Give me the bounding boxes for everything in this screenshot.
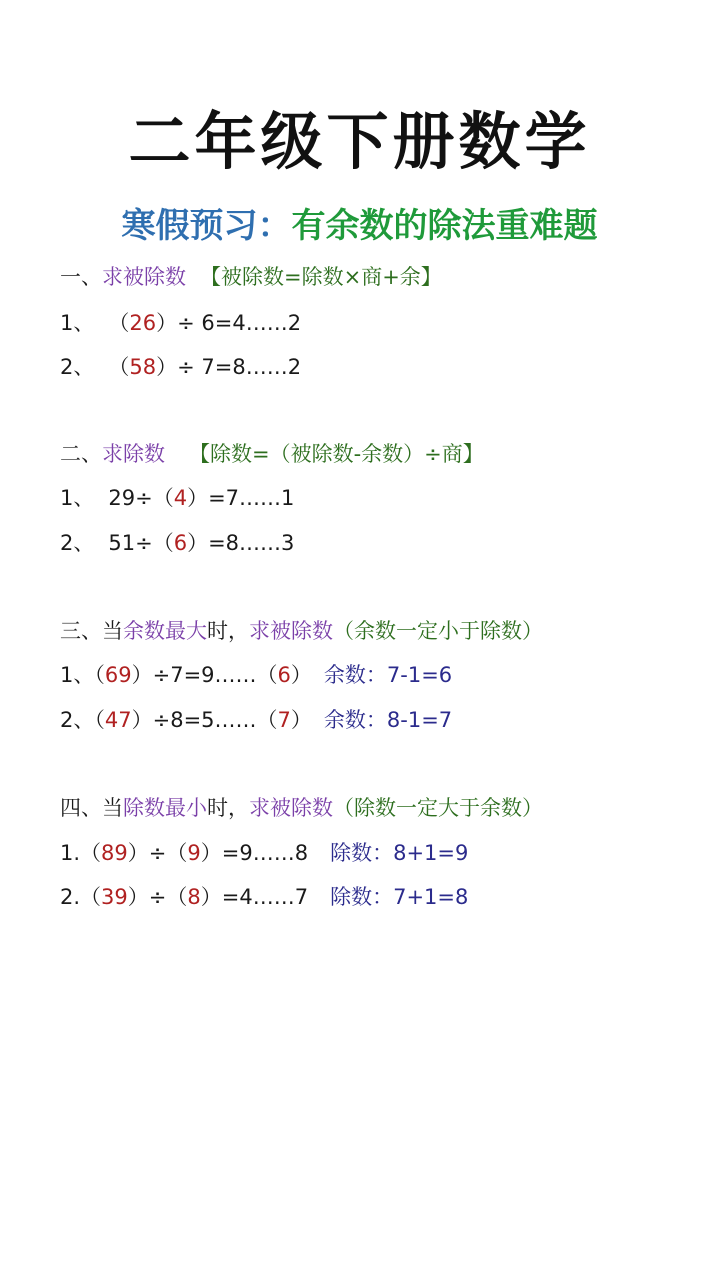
problem-rest: ）=4……7	[200, 885, 309, 909]
problem-row	[60, 352, 301, 382]
problem-mid: ）÷8=5……（	[131, 708, 278, 732]
problem-pre: 29÷（	[108, 486, 174, 510]
section-note: （除数一定大于余数）	[333, 796, 543, 820]
problem-open: （	[108, 355, 130, 379]
problem-answer-2: 7	[277, 708, 291, 732]
problem-open: （	[94, 663, 105, 687]
problem-close: ）	[290, 708, 312, 732]
problem-answer: 6	[173, 531, 188, 555]
section-formula: 【除数=（被除数-余数）÷商】	[189, 442, 484, 466]
problem-answer: 89	[101, 841, 128, 865]
section-number: 一、	[60, 265, 102, 289]
problem-row	[60, 308, 301, 338]
section-formula: 【被除数=除数×商+余】	[200, 265, 442, 289]
problem-pre: 51÷（	[108, 531, 174, 555]
section-label: 求被除数	[249, 619, 333, 643]
problem-number: 2、	[60, 708, 95, 732]
problem-mid: ）÷（	[127, 885, 188, 909]
section-label: 求被除数	[102, 265, 186, 289]
problem-hint: 余数：7-1=6	[323, 663, 453, 687]
page-title: 二年级下册数学	[128, 105, 591, 178]
problem-number: 1、	[60, 663, 95, 687]
problem-hint: 除数：7+1=8	[330, 885, 469, 909]
section-condition: 余数最大	[123, 619, 207, 643]
section-3-heading	[60, 616, 543, 646]
problem-open: （	[108, 311, 130, 335]
problem-answer: 47	[104, 708, 132, 732]
problem-close: ）	[290, 663, 312, 687]
page-subtitle	[0, 198, 719, 247]
problem-rest: ）=9……8	[200, 841, 309, 865]
section-2-heading	[60, 439, 484, 469]
section-condition: 除数最小	[123, 796, 207, 820]
section-label: 求除数	[102, 442, 165, 466]
problem-row	[60, 660, 452, 690]
problem-number: 1、	[60, 311, 95, 335]
problem-hint: 除数：8+1=9	[330, 841, 469, 865]
problem-rest: ）=7……1	[187, 486, 295, 510]
problem-open: （	[80, 885, 102, 909]
section-number: 二、	[60, 442, 102, 466]
section-number: 三、当	[60, 619, 123, 643]
problem-rest: ）÷ 7=8……2	[156, 355, 302, 379]
problem-hint: 余数：8-1=7	[323, 708, 453, 732]
problem-answer-2: 9	[187, 841, 201, 865]
problem-answer-2: 8	[187, 885, 201, 909]
section-mid: 时，	[207, 619, 249, 643]
problem-answer: 26	[129, 311, 157, 335]
section-1-heading	[60, 262, 442, 292]
problem-answer: 4	[173, 486, 188, 510]
problem-answer: 39	[101, 885, 128, 909]
problem-row	[60, 528, 294, 558]
problem-mid: ）÷7=9……（	[131, 663, 278, 687]
subtitle-topic: 有余数的除法重难题	[291, 206, 598, 246]
problem-row	[60, 705, 452, 735]
problem-open: （	[80, 841, 102, 865]
problem-number: 2.	[60, 885, 81, 909]
section-4-heading	[60, 793, 543, 823]
problem-answer: 69	[104, 663, 132, 687]
problem-answer-2: 6	[277, 663, 291, 687]
problem-number: 1.	[60, 841, 81, 865]
section-mid: 时，	[207, 796, 249, 820]
problem-answer: 58	[129, 355, 157, 379]
problem-row	[60, 882, 468, 912]
problem-open: （	[94, 708, 105, 732]
problem-rest: ）=8……3	[187, 531, 295, 555]
problem-number: 2、	[60, 355, 95, 379]
problem-number: 1、	[60, 486, 95, 510]
problem-number: 2、	[60, 531, 95, 555]
problem-rest: ）÷ 6=4……2	[156, 311, 302, 335]
problem-row	[60, 483, 294, 513]
problem-mid: ）÷（	[127, 841, 188, 865]
problem-row	[60, 838, 468, 868]
section-note: （余数一定小于除数）	[333, 619, 543, 643]
subtitle-prefix: 寒假预习：	[121, 206, 292, 246]
section-label: 求被除数	[249, 796, 333, 820]
section-number: 四、当	[60, 796, 123, 820]
